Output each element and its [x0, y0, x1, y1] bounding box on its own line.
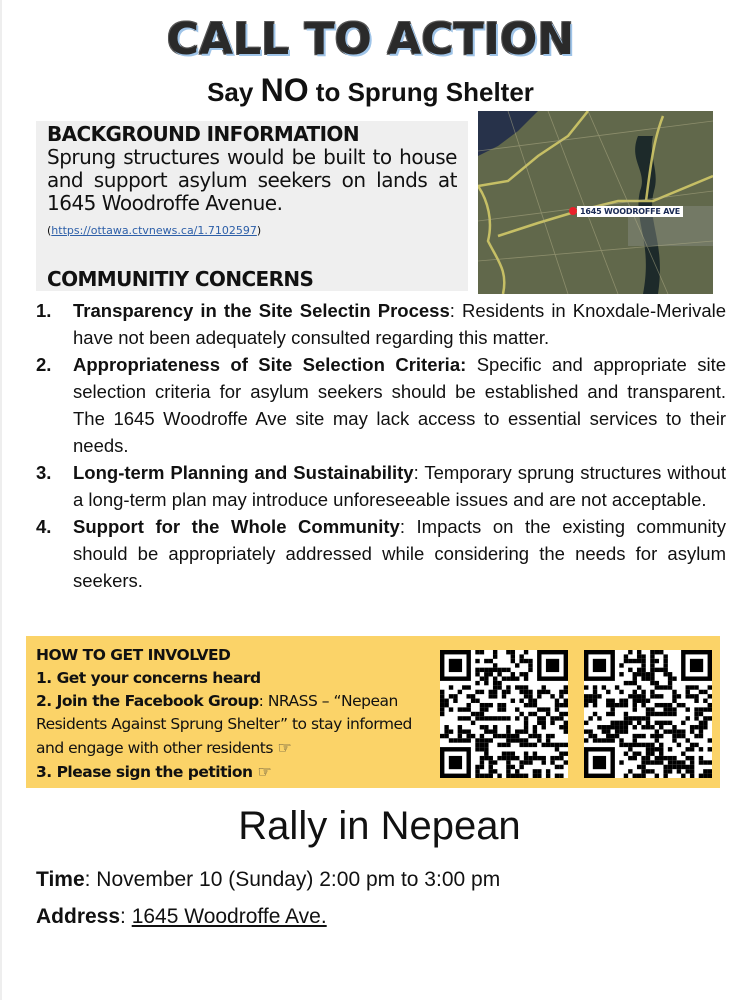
concern-number: 3.	[36, 462, 52, 483]
step-2-text: : NRASS – “Nepean Residents Against Sprung Shelter” to stay informed and engage with other residents	[36, 692, 412, 757]
rally-title: Rally in Nepean	[238, 804, 521, 848]
rally-time	[36, 868, 500, 892]
page-subtitle	[0, 72, 741, 109]
paren-open: (	[47, 224, 52, 237]
petition-qr-code[interactable]	[584, 650, 712, 778]
pointing-hand-icon: ☞	[257, 762, 272, 781]
concern-title: Transparency in the Site Selectin Process	[73, 300, 450, 321]
concern-text: Residents in Knoxdale-Merivale have not been adequately consulted regarding this matter.	[73, 300, 727, 348]
paren-close: )	[256, 224, 262, 237]
get-involved-panel	[26, 636, 720, 788]
step-3	[36, 760, 436, 784]
location-pin-icon	[569, 207, 577, 215]
page-edge	[0, 0, 2, 1000]
concern-sep	[466, 354, 476, 375]
subtitle-post: to Sprung Shelter	[308, 77, 534, 107]
concern-item	[36, 351, 726, 459]
map-image	[478, 111, 713, 294]
concern-item	[36, 513, 726, 594]
qr-code-icon	[584, 650, 712, 778]
step-3-text: 3. Please sign the petition	[36, 763, 253, 781]
concern-number: 4.	[36, 516, 52, 537]
page-title: CALL TO ACTION	[166, 14, 575, 65]
concern-number: 2.	[36, 354, 52, 375]
pointing-hand-icon: ☞	[277, 738, 292, 757]
background-heading: BACKGROUND INFORMATION	[47, 122, 359, 146]
address-label: Address	[36, 905, 121, 928]
concern-number: 1.	[36, 300, 52, 321]
rally-address	[36, 905, 327, 929]
address-sep: :	[120, 905, 132, 928]
subtitle-emphasis: NO	[260, 72, 309, 108]
get-involved-heading: HOW TO GET INVOLVED	[36, 646, 231, 664]
qr-code-icon	[440, 650, 568, 778]
background-text: Sprung structures would be built to house and support asylum seekers on lands at 1645 Woodroffe Avenue.	[47, 145, 457, 215]
concern-title: Appropriateness of Site Selection Criteria:	[73, 354, 467, 375]
concerns-list	[36, 297, 726, 594]
concern-title: Support for the Whole Community	[73, 516, 400, 537]
concerns-heading: COMMUNITIY CONCERNS	[47, 267, 314, 291]
concern-text: Temporary sprung structures without a long-term plan may introduce unforeseeable issues and are not acceptable.	[73, 462, 726, 510]
concern-title: Long-term Planning and Sustainability	[73, 462, 414, 483]
step-2-title: 2. Join the Facebook Group	[36, 692, 259, 710]
step-2	[36, 690, 436, 760]
satellite-map	[478, 111, 713, 294]
map-location-label: 1645 WOODROFFE AVE	[577, 206, 683, 217]
concern-text: Specific and appropriate site selection criteria for asylum seekers should be established and transparent. The 1645 Woodroffe Ave site may lack access to essential services to their needs.	[73, 354, 726, 456]
concern-sep: :	[449, 300, 462, 321]
concern-item	[36, 459, 726, 513]
facebook-group-qr-code[interactable]	[440, 650, 568, 778]
subtitle-pre: Say	[207, 77, 261, 107]
get-involved-text	[36, 644, 436, 784]
concern-text: Impacts on the existing community should be appropriately addressed while considering the needs for asylum seekers.	[73, 516, 726, 591]
concern-sep: :	[413, 462, 425, 483]
time-value: : November 10 (Sunday) 2:00 pm to 3:00 pm	[84, 868, 501, 891]
source-citation	[47, 224, 261, 237]
step-1: 1. Get your concerns heard	[36, 669, 261, 687]
concern-sep: :	[399, 516, 417, 537]
source-link[interactable]: https://ottawa.ctvnews.ca/1.7102597	[51, 224, 257, 237]
time-label: Time	[36, 868, 85, 891]
concern-item	[36, 297, 726, 351]
address-value[interactable]: 1645 Woodroffe Ave.	[131, 905, 327, 928]
